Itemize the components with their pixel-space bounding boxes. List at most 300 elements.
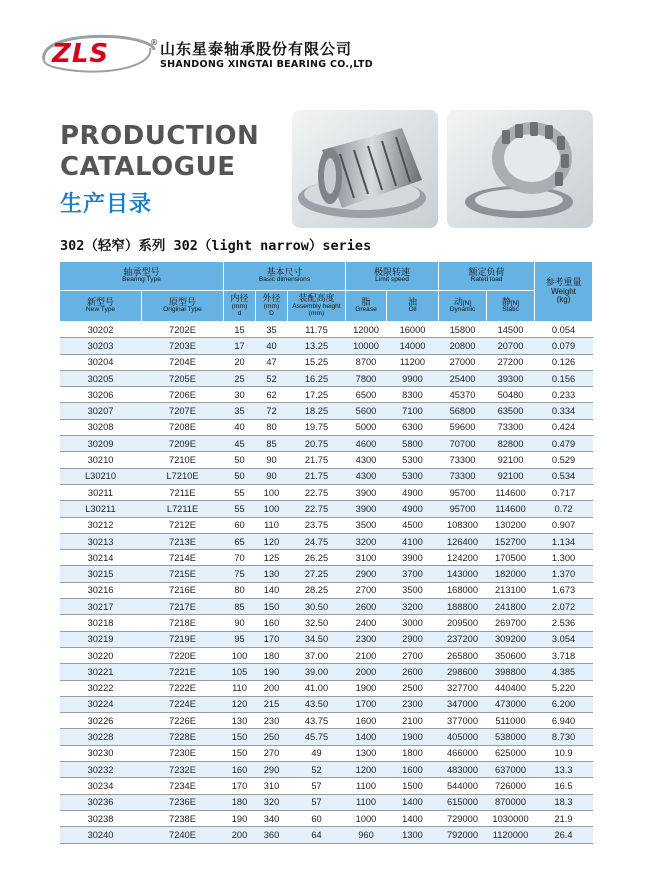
cell-limit-speed-oil: 1300 <box>387 827 439 843</box>
cell-original-type: 7220E <box>142 647 224 663</box>
cell-outer-diameter: 35 <box>256 322 288 338</box>
header-basic-dimensions: 基本尺寸 Basic dimensions <box>224 262 346 291</box>
table-row <box>60 436 593 452</box>
cell-assembly-height: 26.25 <box>288 550 346 566</box>
table-row <box>60 680 593 696</box>
tapered-bearing-icon <box>292 110 438 228</box>
cell-new-type: 30224 <box>60 696 142 712</box>
table-row <box>60 370 593 386</box>
cell-dynamic-load: 108300 <box>439 517 487 533</box>
cell-assembly-height: 17.25 <box>288 387 346 403</box>
table-row <box>60 762 593 778</box>
cell-assembly-height: 57 <box>288 794 346 810</box>
cell-outer-diameter: 110 <box>256 517 288 533</box>
cell-outer-diameter: 270 <box>256 745 288 761</box>
series-label: 302（轻窄）系列 302（light narrow）series <box>60 238 372 254</box>
cell-dynamic-load: 95700 <box>439 501 487 517</box>
cell-dynamic-load: 209500 <box>439 615 487 631</box>
table-row <box>60 664 593 680</box>
header-weight: 参考重量 Weight (kg) <box>535 262 593 322</box>
cell-original-type: 7213E <box>142 533 224 549</box>
cell-original-type: 7234E <box>142 778 224 794</box>
cell-new-type: 30217 <box>60 599 142 615</box>
cell-new-type: 30204 <box>60 354 142 370</box>
cell-original-type: 7211E <box>142 484 224 500</box>
cell-static-load: 27200 <box>487 354 535 370</box>
table-row <box>60 338 593 354</box>
cell-weight: 5.220 <box>535 680 593 696</box>
table-row <box>60 794 593 810</box>
cell-new-type: 30214 <box>60 550 142 566</box>
cell-dynamic-load: 729000 <box>439 810 487 826</box>
cell-limit-speed-grease: 1000 <box>346 810 387 826</box>
cell-original-type: 7217E <box>142 599 224 615</box>
cell-static-load: 440400 <box>487 680 535 696</box>
cell-dynamic-load: 347000 <box>439 696 487 712</box>
cell-static-load: 350600 <box>487 647 535 663</box>
cell-new-type: 30232 <box>60 762 142 778</box>
cell-limit-speed-grease: 5000 <box>346 419 387 435</box>
cell-assembly-height: 16.25 <box>288 370 346 386</box>
cell-inner-diameter: 70 <box>224 550 256 566</box>
cell-limit-speed-grease: 2400 <box>346 615 387 631</box>
cell-outer-diameter: 150 <box>256 599 288 615</box>
cell-static-load: 538000 <box>487 729 535 745</box>
table-row <box>60 468 593 484</box>
table-row <box>60 615 593 631</box>
cell-assembly-height: 21.75 <box>288 452 346 468</box>
header-rated-load: 额定负荷 Rated load <box>439 262 535 291</box>
cell-limit-speed-oil: 2300 <box>387 696 439 712</box>
cell-assembly-height: 22.75 <box>288 484 346 500</box>
cell-dynamic-load: 792000 <box>439 827 487 843</box>
cell-dynamic-load: 70700 <box>439 436 487 452</box>
cell-outer-diameter: 340 <box>256 810 288 826</box>
header-bearing-type: 轴承型号 Bearing Type <box>60 262 224 291</box>
cell-assembly-height: 21.75 <box>288 468 346 484</box>
header-limit-speed: 极限转速 Limit speed <box>346 262 439 291</box>
cell-inner-diameter: 95 <box>224 631 256 647</box>
cell-limit-speed-oil: 1800 <box>387 745 439 761</box>
cell-assembly-height: 15.25 <box>288 354 346 370</box>
cell-limit-speed-grease: 4300 <box>346 452 387 468</box>
cell-dynamic-load: 168000 <box>439 582 487 598</box>
company-logo <box>38 34 156 74</box>
cell-inner-diameter: 170 <box>224 778 256 794</box>
cell-original-type: 7206E <box>142 387 224 403</box>
table-row <box>60 354 593 370</box>
cell-new-type: 30209 <box>60 436 142 452</box>
cell-assembly-height: 43.50 <box>288 696 346 712</box>
cell-outer-diameter: 290 <box>256 762 288 778</box>
cell-new-type: 30208 <box>60 419 142 435</box>
cell-limit-speed-oil: 2500 <box>387 680 439 696</box>
cell-limit-speed-grease: 1100 <box>346 794 387 810</box>
cell-limit-speed-oil: 16000 <box>387 322 439 338</box>
cell-weight: 0.479 <box>535 436 593 452</box>
cell-outer-diameter: 360 <box>256 827 288 843</box>
header-static: 静[N] Static <box>487 291 535 322</box>
cell-static-load: 114600 <box>487 501 535 517</box>
cell-assembly-height: 24.75 <box>288 533 346 549</box>
cell-new-type: 30236 <box>60 794 142 810</box>
cell-new-type: 30221 <box>60 664 142 680</box>
cell-outer-diameter: 52 <box>256 370 288 386</box>
cell-new-type: 30228 <box>60 729 142 745</box>
cell-weight: 0.529 <box>535 452 593 468</box>
cell-limit-speed-oil: 14000 <box>387 338 439 354</box>
cell-weight: 0.233 <box>535 387 593 403</box>
table-row <box>60 501 593 517</box>
cell-limit-speed-grease: 3900 <box>346 484 387 500</box>
cell-static-load: 182000 <box>487 566 535 582</box>
cell-limit-speed-oil: 1400 <box>387 794 439 810</box>
table-row <box>60 419 593 435</box>
cell-static-load: 398800 <box>487 664 535 680</box>
cell-inner-diameter: 65 <box>224 533 256 549</box>
cell-inner-diameter: 50 <box>224 452 256 468</box>
table-row <box>60 517 593 533</box>
cell-limit-speed-grease: 1700 <box>346 696 387 712</box>
cell-weight: 0.424 <box>535 419 593 435</box>
cell-assembly-height: 11.75 <box>288 322 346 338</box>
cell-outer-diameter: 190 <box>256 664 288 680</box>
cell-outer-diameter: 62 <box>256 387 288 403</box>
cell-static-load: 511000 <box>487 713 535 729</box>
cell-outer-diameter: 80 <box>256 419 288 435</box>
cell-static-load: 114600 <box>487 484 535 500</box>
cell-weight: 1.673 <box>535 582 593 598</box>
cell-weight: 0.156 <box>535 370 593 386</box>
cell-inner-diameter: 35 <box>224 403 256 419</box>
cell-new-type: 30205 <box>60 370 142 386</box>
cell-limit-speed-grease: 1900 <box>346 680 387 696</box>
header-inner-diameter: 内径 (mm) d <box>224 291 256 322</box>
cell-inner-diameter: 60 <box>224 517 256 533</box>
tapered-bearing-icon <box>447 110 593 228</box>
cell-outer-diameter: 85 <box>256 436 288 452</box>
cell-static-load: 63500 <box>487 403 535 419</box>
header-original-type: 原型号 Original Type <box>142 291 224 322</box>
cell-dynamic-load: 544000 <box>439 778 487 794</box>
cell-new-type: 30202 <box>60 322 142 338</box>
bearing-photo-1 <box>292 110 438 228</box>
header-new-type: 新型号 New Type <box>60 291 142 322</box>
cell-outer-diameter: 250 <box>256 729 288 745</box>
cell-new-type: 30211 <box>60 484 142 500</box>
cell-assembly-height: 41.00 <box>288 680 346 696</box>
cell-weight: 3.718 <box>535 647 593 663</box>
cell-weight: 4.385 <box>535 664 593 680</box>
cell-static-load: 20700 <box>487 338 535 354</box>
cell-assembly-height: 57 <box>288 778 346 794</box>
table-row <box>60 778 593 794</box>
cell-weight: 2.536 <box>535 615 593 631</box>
table-row <box>60 810 593 826</box>
cell-weight: 0.907 <box>535 517 593 533</box>
table-row <box>60 566 593 582</box>
cell-original-type: 7238E <box>142 810 224 826</box>
cell-static-load: 152700 <box>487 533 535 549</box>
title-production: PRODUCTION <box>60 121 260 151</box>
cell-limit-speed-grease: 10000 <box>346 338 387 354</box>
cell-limit-speed-grease: 1300 <box>346 745 387 761</box>
cell-original-type: 7216E <box>142 582 224 598</box>
table-row <box>60 322 593 338</box>
cell-limit-speed-oil: 11200 <box>387 354 439 370</box>
cell-original-type: 7214E <box>142 550 224 566</box>
cell-limit-speed-oil: 4500 <box>387 517 439 533</box>
cell-original-type: 7226E <box>142 713 224 729</box>
table-row <box>60 387 593 403</box>
cell-weight: 3.054 <box>535 631 593 647</box>
table-row <box>60 452 593 468</box>
table-body <box>60 322 593 844</box>
cell-new-type: 30240 <box>60 827 142 843</box>
cell-new-type: 30210 <box>60 452 142 468</box>
cell-new-type: 30219 <box>60 631 142 647</box>
cell-assembly-height: 45.75 <box>288 729 346 745</box>
table-row <box>60 713 593 729</box>
cell-outer-diameter: 170 <box>256 631 288 647</box>
cell-dynamic-load: 15800 <box>439 322 487 338</box>
bearing-photo-2 <box>447 110 593 228</box>
cell-static-load: 130200 <box>487 517 535 533</box>
cell-original-type: L7211E <box>142 501 224 517</box>
cell-new-type: 30215 <box>60 566 142 582</box>
cell-assembly-height: 37.00 <box>288 647 346 663</box>
cell-original-type: 7205E <box>142 370 224 386</box>
cell-static-load: 170500 <box>487 550 535 566</box>
cell-original-type: 7209E <box>142 436 224 452</box>
table-row <box>60 582 593 598</box>
cell-original-type: 7228E <box>142 729 224 745</box>
table-row <box>60 403 593 419</box>
company-name-en: SHANDONG XINGTAI BEARING CO.,LTD <box>160 59 373 70</box>
cell-limit-speed-grease: 8700 <box>346 354 387 370</box>
table-row <box>60 696 593 712</box>
cell-weight: 21.9 <box>535 810 593 826</box>
cell-limit-speed-oil: 3200 <box>387 599 439 615</box>
cell-inner-diameter: 45 <box>224 436 256 452</box>
cell-outer-diameter: 125 <box>256 550 288 566</box>
bearing-spec-table <box>59 261 593 844</box>
cell-weight: 16.5 <box>535 778 593 794</box>
cell-limit-speed-oil: 8300 <box>387 387 439 403</box>
cell-inner-diameter: 50 <box>224 468 256 484</box>
cell-limit-speed-grease: 4300 <box>346 468 387 484</box>
cell-original-type: 7207E <box>142 403 224 419</box>
cell-static-load: 241800 <box>487 599 535 615</box>
cell-assembly-height: 34.50 <box>288 631 346 647</box>
table-row <box>60 827 593 843</box>
header-grease: 脂 Grease <box>346 291 387 322</box>
cell-limit-speed-grease: 1600 <box>346 713 387 729</box>
title-cn: 生产目录 <box>60 192 153 217</box>
cell-limit-speed-grease: 2600 <box>346 599 387 615</box>
cell-limit-speed-grease: 7800 <box>346 370 387 386</box>
cell-new-type: 30238 <box>60 810 142 826</box>
cell-inner-diameter: 150 <box>224 729 256 745</box>
cell-dynamic-load: 405000 <box>439 729 487 745</box>
cell-limit-speed-grease: 2100 <box>346 647 387 663</box>
cell-weight: 1.370 <box>535 566 593 582</box>
cell-static-load: 14500 <box>487 322 535 338</box>
title-catalogue: CATALOGUE <box>60 152 236 182</box>
cell-inner-diameter: 75 <box>224 566 256 582</box>
cell-limit-speed-grease: 2900 <box>346 566 387 582</box>
cell-limit-speed-oil: 4900 <box>387 501 439 517</box>
cell-assembly-height: 32.50 <box>288 615 346 631</box>
cell-original-type: 7224E <box>142 696 224 712</box>
cell-limit-speed-oil: 3700 <box>387 566 439 582</box>
header-dynamic: 动[N] Dynamic <box>439 291 487 322</box>
cell-outer-diameter: 90 <box>256 468 288 484</box>
logo-text: ZLS <box>52 39 110 69</box>
cell-inner-diameter: 17 <box>224 338 256 354</box>
cell-weight: 1.134 <box>535 533 593 549</box>
cell-new-type: 30222 <box>60 680 142 696</box>
cell-outer-diameter: 320 <box>256 794 288 810</box>
cell-original-type: 7215E <box>142 566 224 582</box>
cell-assembly-height: 28.25 <box>288 582 346 598</box>
cell-limit-speed-oil: 5300 <box>387 452 439 468</box>
cell-static-load: 1030000 <box>487 810 535 826</box>
cell-limit-speed-oil: 7100 <box>387 403 439 419</box>
cell-original-type: 7218E <box>142 615 224 631</box>
cell-inner-diameter: 150 <box>224 745 256 761</box>
cell-limit-speed-grease: 3100 <box>346 550 387 566</box>
cell-assembly-height: 20.75 <box>288 436 346 452</box>
cell-dynamic-load: 126400 <box>439 533 487 549</box>
cell-dynamic-load: 73300 <box>439 468 487 484</box>
cell-dynamic-load: 59600 <box>439 419 487 435</box>
cell-dynamic-load: 265800 <box>439 647 487 663</box>
cell-outer-diameter: 47 <box>256 354 288 370</box>
cell-assembly-height: 19.75 <box>288 419 346 435</box>
cell-limit-speed-grease: 12000 <box>346 322 387 338</box>
cell-assembly-height: 43.75 <box>288 713 346 729</box>
cell-outer-diameter: 160 <box>256 615 288 631</box>
cell-weight: 18.3 <box>535 794 593 810</box>
cell-dynamic-load: 237200 <box>439 631 487 647</box>
cell-limit-speed-oil: 5300 <box>387 468 439 484</box>
cell-weight: 0.126 <box>535 354 593 370</box>
cell-weight: 2.072 <box>535 599 593 615</box>
cell-new-type: L30210 <box>60 468 142 484</box>
cell-weight: 0.334 <box>535 403 593 419</box>
table-row <box>60 484 593 500</box>
cell-static-load: 92100 <box>487 468 535 484</box>
cell-limit-speed-oil: 3000 <box>387 615 439 631</box>
table-row <box>60 647 593 663</box>
cell-new-type: 30213 <box>60 533 142 549</box>
cell-weight: 8.730 <box>535 729 593 745</box>
cell-assembly-height: 30.50 <box>288 599 346 615</box>
cell-original-type: 7240E <box>142 827 224 843</box>
cell-outer-diameter: 120 <box>256 533 288 549</box>
cell-assembly-height: 64 <box>288 827 346 843</box>
cell-inner-diameter: 130 <box>224 713 256 729</box>
cell-static-load: 92100 <box>487 452 535 468</box>
cell-static-load: 269700 <box>487 615 535 631</box>
cell-static-load: 1120000 <box>487 827 535 843</box>
cell-static-load: 870000 <box>487 794 535 810</box>
cell-assembly-height: 49 <box>288 745 346 761</box>
cell-limit-speed-grease: 960 <box>346 827 387 843</box>
cell-weight: 0.054 <box>535 322 593 338</box>
table-row <box>60 729 593 745</box>
cell-original-type: 7210E <box>142 452 224 468</box>
cell-assembly-height: 60 <box>288 810 346 826</box>
cell-new-type: 30212 <box>60 517 142 533</box>
cell-static-load: 726000 <box>487 778 535 794</box>
cell-weight: 6.940 <box>535 713 593 729</box>
cell-outer-diameter: 40 <box>256 338 288 354</box>
cell-new-type: 30226 <box>60 713 142 729</box>
cell-dynamic-load: 73300 <box>439 452 487 468</box>
cell-dynamic-load: 45370 <box>439 387 487 403</box>
table-row <box>60 745 593 761</box>
cell-new-type: 30220 <box>60 647 142 663</box>
cell-limit-speed-oil: 4100 <box>387 533 439 549</box>
header-oil: 油 Oil <box>387 291 439 322</box>
cell-limit-speed-grease: 2000 <box>346 664 387 680</box>
cell-dynamic-load: 56800 <box>439 403 487 419</box>
cell-dynamic-load: 188800 <box>439 599 487 615</box>
cell-assembly-height: 52 <box>288 762 346 778</box>
registered-mark: ® <box>150 38 158 47</box>
cell-outer-diameter: 130 <box>256 566 288 582</box>
cell-static-load: 213100 <box>487 582 535 598</box>
cell-limit-speed-oil: 6300 <box>387 419 439 435</box>
cell-limit-speed-grease: 1100 <box>346 778 387 794</box>
cell-limit-speed-oil: 5800 <box>387 436 439 452</box>
cell-dynamic-load: 615000 <box>439 794 487 810</box>
cell-limit-speed-oil: 3900 <box>387 550 439 566</box>
cell-dynamic-load: 466000 <box>439 745 487 761</box>
cell-original-type: 7221E <box>142 664 224 680</box>
company-name-cn: 山东星泰轴承股份有限公司 <box>160 40 353 58</box>
cell-inner-diameter: 40 <box>224 419 256 435</box>
cell-limit-speed-grease: 3200 <box>346 533 387 549</box>
table-row <box>60 550 593 566</box>
cell-outer-diameter: 100 <box>256 484 288 500</box>
cell-limit-speed-grease: 6500 <box>346 387 387 403</box>
cell-limit-speed-oil: 2700 <box>387 647 439 663</box>
cell-static-load: 625000 <box>487 745 535 761</box>
cell-weight: 0.72 <box>535 501 593 517</box>
cell-outer-diameter: 140 <box>256 582 288 598</box>
cell-weight: 1.300 <box>535 550 593 566</box>
cell-limit-speed-oil: 1500 <box>387 778 439 794</box>
cell-limit-speed-oil: 2600 <box>387 664 439 680</box>
cell-static-load: 473000 <box>487 696 535 712</box>
cell-inner-diameter: 190 <box>224 810 256 826</box>
cell-outer-diameter: 310 <box>256 778 288 794</box>
cell-static-load: 637000 <box>487 762 535 778</box>
cell-static-load: 39300 <box>487 370 535 386</box>
cell-static-load: 73300 <box>487 419 535 435</box>
cell-original-type: 7208E <box>142 419 224 435</box>
cell-assembly-height: 13.25 <box>288 338 346 354</box>
cell-original-type: 7236E <box>142 794 224 810</box>
header-outer-diameter: 外径 (mm) D <box>256 291 288 322</box>
cell-outer-diameter: 200 <box>256 680 288 696</box>
cell-new-type: 30207 <box>60 403 142 419</box>
cell-original-type: 7222E <box>142 680 224 696</box>
cell-inner-diameter: 100 <box>224 647 256 663</box>
